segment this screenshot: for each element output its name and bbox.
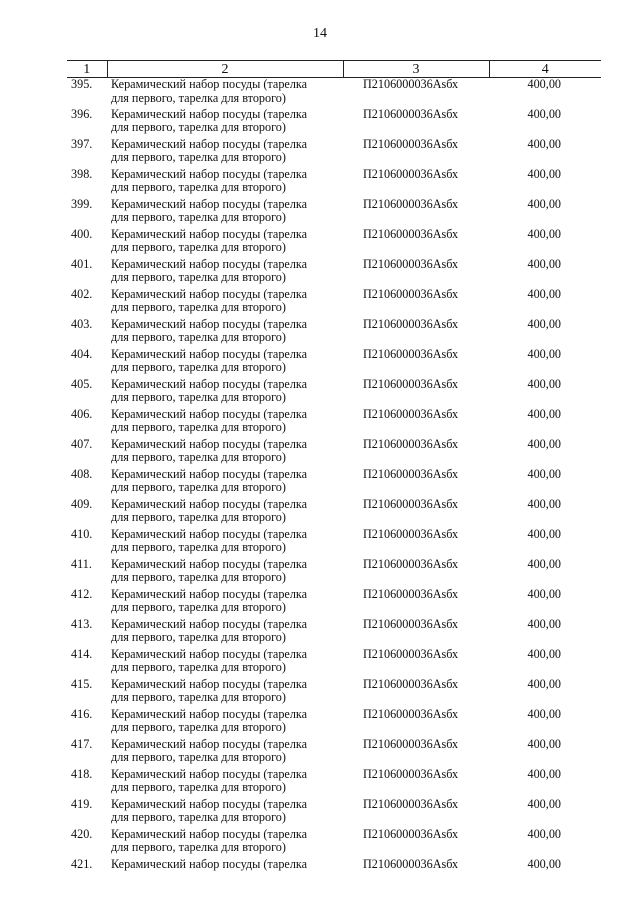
- item-code: П2106000036Asбх: [363, 316, 459, 331]
- row-number: 421.: [71, 856, 93, 871]
- table-row: [67, 738, 601, 768]
- item-name-line-2: для первого, тарелка для второго): [111, 510, 286, 524]
- item-name-line-2: для первого, тарелка для второго): [111, 330, 286, 344]
- item-price: 400,00: [527, 466, 561, 481]
- item-name: [107, 678, 343, 708]
- column-header-number: 1: [67, 61, 107, 78]
- item-price: 400,00: [527, 706, 561, 721]
- item-price: 400,00: [527, 77, 561, 91]
- table-row: [67, 588, 601, 618]
- item-price: 400,00: [527, 316, 561, 331]
- item-price: 400,00: [527, 676, 561, 691]
- item-code: П2106000036Asбх: [363, 196, 459, 211]
- row-number: 406.: [71, 406, 93, 421]
- table-row: [67, 198, 601, 228]
- table-row: [67, 828, 601, 858]
- row-number: 398.: [71, 166, 93, 181]
- item-name-line-1: Керамический набор посуды (тарелка: [111, 736, 308, 751]
- item-code: П2106000036Asбх: [363, 556, 459, 571]
- item-name: [107, 618, 343, 648]
- item-name-line-1: Керамический набор посуды (тарелка: [111, 226, 308, 241]
- row-number: 404.: [71, 346, 93, 361]
- row-number: 402.: [71, 286, 93, 301]
- item-code: П2106000036Asбх: [363, 77, 459, 91]
- item-name: [107, 138, 343, 168]
- item-code: П2106000036Asбх: [363, 766, 459, 781]
- row-number: 403.: [71, 316, 93, 331]
- item-name-line-1: Керамический набор посуды (тарелка: [111, 616, 308, 631]
- item-name-line-1: Керамический набор посуды (тарелка: [111, 136, 308, 151]
- item-code: П2106000036Asбх: [363, 346, 459, 361]
- item-name-line-2: для первого, тарелка для второго): [111, 120, 286, 134]
- item-price: 400,00: [527, 166, 561, 181]
- item-price: 400,00: [527, 496, 561, 511]
- item-code: П2106000036Asбх: [363, 226, 459, 241]
- table-row: [67, 438, 601, 468]
- item-name: [107, 738, 343, 768]
- item-name-line-2: для первого, тарелка для второго): [111, 810, 286, 824]
- item-price: 400,00: [527, 106, 561, 121]
- item-name-line-1: Керамический набор посуды (тарелка: [111, 77, 308, 91]
- row-number: 411.: [71, 556, 92, 571]
- item-name-line-2: для первого, тарелка для второго): [111, 180, 286, 194]
- item-name: [107, 378, 343, 408]
- item-name-line-2: для первого, тарелка для второго): [111, 300, 286, 314]
- table-row: [67, 288, 601, 318]
- item-price: 400,00: [527, 646, 561, 661]
- item-code: П2106000036Asбх: [363, 376, 459, 391]
- table-row: [67, 258, 601, 288]
- table-row: [67, 498, 601, 528]
- item-price: 400,00: [527, 586, 561, 601]
- item-name-line-2: для первого, тарелка для второго): [111, 270, 286, 284]
- item-name: [107, 858, 343, 888]
- item-code: П2106000036Asбх: [363, 796, 459, 811]
- item-name: [107, 408, 343, 438]
- item-code: П2106000036Asбх: [363, 166, 459, 181]
- item-name-line-2: для первого, тарелка для второго): [111, 690, 286, 704]
- table-row: [67, 108, 601, 138]
- item-price: 400,00: [527, 526, 561, 541]
- item-code: П2106000036Asбх: [363, 136, 459, 151]
- table-row: [67, 78, 601, 108]
- item-code: П2106000036Asбх: [363, 706, 459, 721]
- item-name: [107, 648, 343, 678]
- item-name-line-2: для первого, тарелка для второго): [111, 750, 286, 764]
- item-name: [107, 438, 343, 468]
- item-name-line-2: для первого, тарелка для второго): [111, 360, 286, 374]
- item-code: П2106000036Asбх: [363, 646, 459, 661]
- item-name: [107, 228, 343, 258]
- item-name-line-2: для первого, тарелка для второго): [111, 570, 286, 584]
- row-number: 400.: [71, 226, 93, 241]
- item-name-line-2: для первого, тарелка для второго): [111, 630, 286, 644]
- table-row: [67, 228, 601, 258]
- item-name-line-2: для первого, тарелка для второго): [111, 720, 286, 734]
- row-number: 420.: [71, 826, 93, 841]
- inventory-table: [67, 60, 601, 888]
- row-number: 409.: [71, 496, 93, 511]
- item-name-line-1: Керамический набор посуды (тарелка: [111, 466, 308, 481]
- row-number: 419.: [71, 796, 93, 811]
- item-code: П2106000036Asбх: [363, 106, 459, 121]
- item-code: П2106000036Asбх: [363, 436, 459, 451]
- table-row: [67, 798, 601, 828]
- item-name: [107, 348, 343, 378]
- item-name: [107, 498, 343, 528]
- table-row: [67, 618, 601, 648]
- row-number: 415.: [71, 676, 93, 691]
- item-name: [107, 198, 343, 228]
- item-name-line-1: Керамический набор посуды (тарелка: [111, 706, 308, 721]
- item-code: П2106000036Asбх: [363, 286, 459, 301]
- row-number: 413.: [71, 616, 93, 631]
- item-code: П2106000036Asбх: [363, 856, 459, 871]
- page-number: 14: [313, 26, 327, 41]
- item-price: 400,00: [527, 436, 561, 451]
- table-row: [67, 318, 601, 348]
- item-name-line-1: Керамический набор посуды (тарелка: [111, 856, 308, 871]
- item-name-line-1: Керамический набор посуды (тарелка: [111, 376, 308, 391]
- item-name-line-1: Керамический набор посуды (тарелка: [111, 586, 308, 601]
- item-price: 400,00: [527, 766, 561, 781]
- item-name-line-1: Керамический набор посуды (тарелка: [111, 826, 308, 841]
- table-row: [67, 528, 601, 558]
- item-name: [107, 768, 343, 798]
- table-row: [67, 678, 601, 708]
- table-row: [67, 468, 601, 498]
- row-number: 399.: [71, 196, 93, 211]
- item-name-line-2: для первого, тарелка для второго): [111, 90, 286, 105]
- item-name-line-2: для первого, тарелка для второго): [111, 150, 286, 164]
- item-name-line-1: Керамический набор посуды (тарелка: [111, 676, 308, 691]
- item-code: П2106000036Asбх: [363, 616, 459, 631]
- item-name: [107, 528, 343, 558]
- item-name: [107, 588, 343, 618]
- row-number: 396.: [71, 106, 93, 121]
- row-number: 416.: [71, 706, 93, 721]
- item-name-line-1: Керамический набор посуды (тарелка: [111, 526, 308, 541]
- table-row: [67, 858, 601, 888]
- item-name-line-2: для первого, тарелка для второго): [111, 480, 286, 494]
- item-price: 400,00: [527, 556, 561, 571]
- item-name: [107, 798, 343, 828]
- item-name-line-2: для первого, тарелка для второго): [111, 210, 286, 224]
- item-code: П2106000036Asбх: [363, 676, 459, 691]
- item-name: [107, 708, 343, 738]
- row-number: 414.: [71, 646, 93, 661]
- item-price: 400,00: [527, 196, 561, 211]
- table-row: [67, 168, 601, 198]
- table-row: [67, 348, 601, 378]
- row-number: 412.: [71, 586, 93, 601]
- item-price: 400,00: [527, 736, 561, 751]
- item-name-line-1: Керамический набор посуды (тарелка: [111, 316, 308, 331]
- item-name-line-1: Керамический набор посуды (тарелка: [111, 166, 308, 181]
- item-name: [107, 258, 343, 288]
- row-number: 395.: [71, 77, 93, 91]
- row-number: 410.: [71, 526, 93, 541]
- table-row: [67, 648, 601, 678]
- item-code: П2106000036Asбх: [363, 496, 459, 511]
- item-name: [107, 558, 343, 588]
- item-name: [107, 318, 343, 348]
- column-header-code: 3: [343, 61, 489, 78]
- item-name-line-1: Керамический набор посуды (тарелка: [111, 646, 308, 661]
- item-price: 400,00: [527, 826, 561, 841]
- item-name-line-1: Керамический набор посуды (тарелка: [111, 256, 308, 271]
- item-name-line-2: для первого, тарелка для второго): [111, 450, 286, 464]
- item-name-line-2: для первого, тарелка для второго): [111, 420, 286, 434]
- table-row: [67, 558, 601, 588]
- item-name-line-2: для первого, тарелка для второго): [111, 840, 286, 854]
- row-number: 405.: [71, 376, 93, 391]
- row-number: 418.: [71, 766, 93, 781]
- row-number: 407.: [71, 436, 93, 451]
- item-code: П2106000036Asбх: [363, 526, 459, 541]
- item-name: [107, 828, 343, 858]
- table-row: [67, 768, 601, 798]
- item-name-line-1: Керамический набор посуды (тарелка: [111, 766, 308, 781]
- row-number: 397.: [71, 136, 93, 151]
- item-name-line-2: для первого, тарелка для второго): [111, 780, 286, 794]
- item-name-line-2: для первого, тарелка для второго): [111, 540, 286, 554]
- item-name: [107, 468, 343, 498]
- item-name-line-1: Керамический набор посуды (тарелка: [111, 196, 308, 211]
- item-price: 400,00: [527, 346, 561, 361]
- item-name-line-1: Керамический набор посуды (тарелка: [111, 796, 308, 811]
- table-body: [67, 78, 601, 888]
- item-name: [107, 288, 343, 318]
- item-price: 400,00: [527, 376, 561, 391]
- item-price: 400,00: [527, 616, 561, 631]
- item-price: 400,00: [527, 136, 561, 151]
- item-name: [107, 78, 343, 108]
- table-row: [67, 138, 601, 168]
- item-code: П2106000036Asбх: [363, 826, 459, 841]
- table-header-row: [67, 61, 601, 78]
- table-row: [67, 708, 601, 738]
- item-price: 400,00: [527, 286, 561, 301]
- item-name-line-1: Керамический набор посуды (тарелка: [111, 346, 308, 361]
- item-name-line-1: Керамический набор посуды (тарелка: [111, 496, 308, 511]
- item-name-line-1: Керамический набор посуды (тарелка: [111, 436, 308, 451]
- row-number: 408.: [71, 466, 93, 481]
- item-price: 400,00: [527, 226, 561, 241]
- item-code: П2106000036Asбх: [363, 736, 459, 751]
- row-number: 417.: [71, 736, 93, 751]
- item-name: [107, 108, 343, 138]
- item-code: П2106000036Asбх: [363, 466, 459, 481]
- item-name-line-1: Керамический набор посуды (тарелка: [111, 406, 308, 421]
- item-name-line-1: Керамический набор посуды (тарелка: [111, 556, 308, 571]
- column-header-price: 4: [489, 61, 601, 78]
- item-name-line-2: для первого, тарелка для второго): [111, 240, 286, 254]
- item-name: [107, 168, 343, 198]
- item-price: 400,00: [527, 796, 561, 811]
- table-row: [67, 378, 601, 408]
- item-name-line-2: для первого, тарелка для второго): [111, 600, 286, 614]
- item-code: П2106000036Asбх: [363, 406, 459, 421]
- item-price: 400,00: [527, 856, 561, 871]
- item-code: П2106000036Asбх: [363, 586, 459, 601]
- item-code: П2106000036Asбх: [363, 256, 459, 271]
- table-row: [67, 408, 601, 438]
- item-name-line-1: Керамический набор посуды (тарелка: [111, 286, 308, 301]
- item-price: 400,00: [527, 256, 561, 271]
- item-name-line-1: Керамический набор посуды (тарелка: [111, 106, 308, 121]
- item-name-line-2: для первого, тарелка для второго): [111, 660, 286, 674]
- item-price: 400,00: [527, 406, 561, 421]
- column-header-name: 2: [107, 61, 343, 78]
- item-name-line-2: для первого, тарелка для второго): [111, 390, 286, 404]
- row-number: 401.: [71, 256, 93, 271]
